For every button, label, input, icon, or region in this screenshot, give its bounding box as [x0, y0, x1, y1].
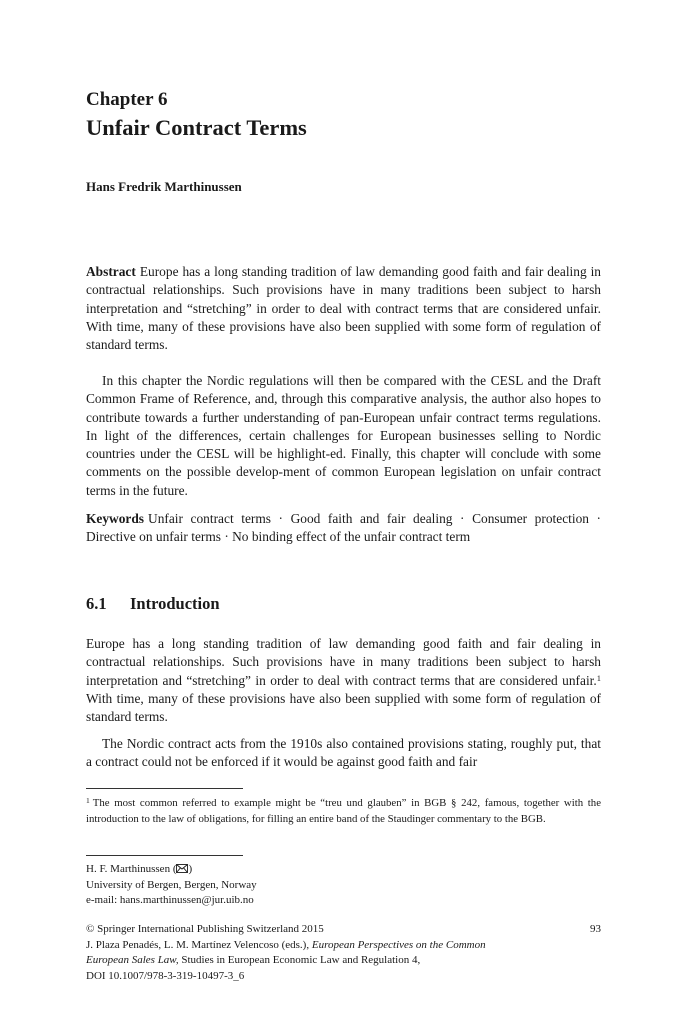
keywords-paragraph — [86, 510, 601, 547]
introduction-paragraph-2: The Nordic contract acts from the 1910s also contained provisions stating, roughly put, that a contract could not be enforced if it would be against good faith and fair — [86, 736, 601, 770]
editors: J. Plaza Penadés, L. M. Martínez Velencoso (eds.), — [86, 938, 312, 951]
affiliation-institution: University of Bergen, Bergen, Norway — [86, 878, 257, 891]
intro-text-1a: Europe has a long standing tradition of law demanding good faith and fair dealing in contractual relationships. Such provisions have in many traditions been subject to harsh interpretation and “stretching” in order to deal with contract terms that are considered unfair. — [86, 636, 601, 688]
introduction-paragraph-1 — [86, 635, 601, 726]
abstract-paragraph-2: In this chapter the Nordic regulations will then be compared with the CESL and the Draft Common Frame of Reference, and, through this comparative analysis, the author also hopes to contribute towards a further understanding of pan-European unfair contract terms regulations. In light of the differences, certain challenges for European businesses selling to Nordic countries under the CESL will be highlight-ed. Finally, this chapter will conclude with some comments on the possible develop-ment of common European legislation on unfair contract terms in the future. — [86, 373, 601, 498]
intro-text-1b: With time, many of these provisions have also been supplied with some form of regulation of standard terms. — [86, 690, 601, 725]
keywords-text: Unfair contract terms · Good faith and fair dealing · Consumer protection · Directive on unfair terms · No binding effect of the unfair contract term — [86, 511, 601, 545]
copyright-line-3 — [86, 953, 601, 969]
section-heading — [86, 594, 220, 614]
author-name: Hans Fredrik Marthinussen — [86, 179, 242, 194]
footnote-reference[interactable]: 1 — [596, 672, 601, 683]
abstract-text-1: Europe has a long standing tradition of law demanding good faith and fair dealing in contractual relationships. Such provisions have in many traditions been subject to harsh interpretation and “stretching” in order to deal with contract terms that are considered unfair. With time, many of these provisions have also been supplied with some form of regulation of standard terms. — [86, 264, 601, 353]
abstract-label: Abstract — [86, 264, 136, 279]
chapter-title: Unfair Contract Terms — [86, 115, 307, 140]
book-title-part-2: European Sales Law, — [86, 954, 179, 966]
affiliation-name-close: ) — [188, 863, 193, 875]
affiliation-email[interactable]: e-mail: hans.marthinussen@jur.uib.no — [86, 894, 254, 906]
envelope-icon[interactable] — [176, 864, 188, 873]
affiliation-name-line — [86, 862, 601, 878]
section-number: 6.1 — [86, 594, 107, 613]
copyright-block — [86, 922, 601, 984]
chapter-label: Chapter 6 — [86, 89, 168, 110]
affiliation-divider — [86, 855, 243, 856]
abstract-paragraph-1 — [86, 263, 601, 354]
copyright-line-2 — [86, 938, 601, 954]
section-title: Introduction — [130, 594, 220, 613]
book-title-part-1: European Perspectives on the Common — [311, 938, 486, 951]
footnote-number: 1 — [86, 796, 90, 805]
doi[interactable]: DOI 10.1007/978-3-319-10497-3_6 — [86, 969, 245, 982]
copyright-line-1: © Springer International Publishing Switzerland 2015 — [86, 923, 324, 935]
author-affiliation — [86, 862, 601, 909]
affiliation-name: H. F. Marthinussen ( — [86, 863, 177, 875]
footnote-text: The most common referred to example might be “treu und glauben” in BGB § 242, famous, together with the introduction to the law of obligations, for filling an entire band of the Staudinger commentary to the BGB. — [86, 797, 601, 825]
keywords-label: Keywords — [86, 511, 145, 526]
page-number: 93 — [590, 923, 601, 935]
series-info: Studies in European Economic Law and Regulation 4, — [178, 954, 421, 966]
footnote-divider — [86, 788, 243, 789]
footnote — [86, 796, 601, 827]
